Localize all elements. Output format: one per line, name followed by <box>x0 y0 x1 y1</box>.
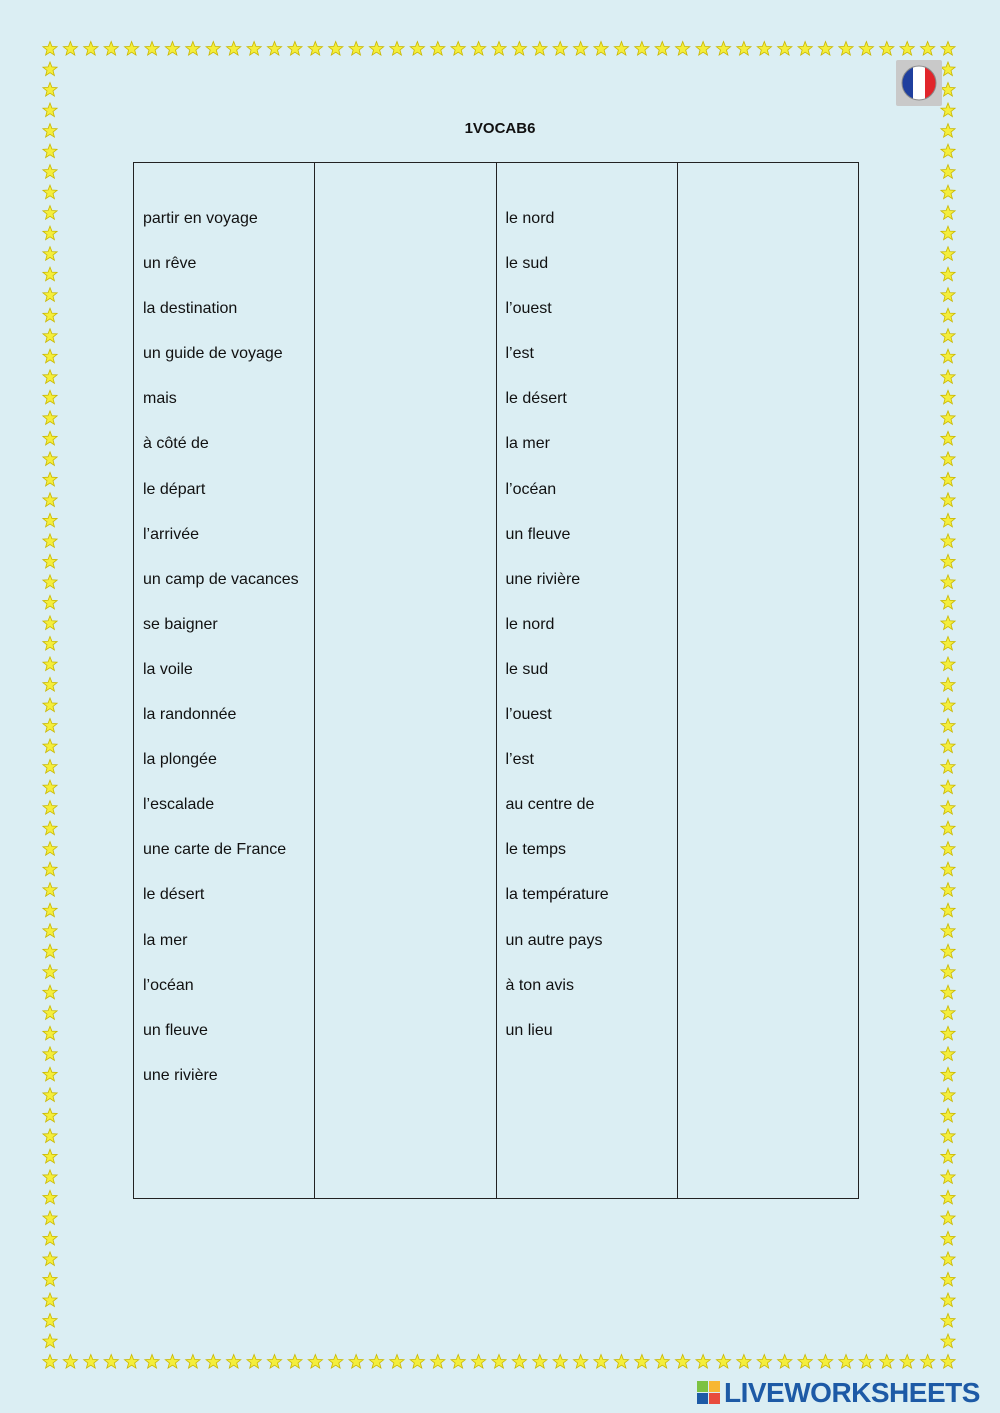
star-icon <box>941 595 955 609</box>
star-icon <box>900 42 914 56</box>
star-icon <box>941 165 955 179</box>
star-icon <box>716 42 730 56</box>
france-flag-icon <box>896 60 942 106</box>
star-icon <box>43 1272 57 1286</box>
star-icon <box>941 678 955 692</box>
star-icon <box>921 1355 935 1369</box>
star-icon <box>818 42 832 56</box>
star-icon <box>941 226 955 240</box>
star-icon <box>553 42 567 56</box>
star-icon <box>492 1355 506 1369</box>
star-icon <box>553 1355 567 1369</box>
star-icon <box>43 247 57 261</box>
star-icon <box>84 1355 98 1369</box>
vocab-word: une rivière <box>505 570 581 588</box>
star-icon <box>859 1355 873 1369</box>
star-icon <box>900 1355 914 1369</box>
star-icon <box>43 370 57 384</box>
star-icon <box>839 1355 853 1369</box>
star-icon <box>125 42 139 56</box>
vocab-word: la température <box>505 886 609 904</box>
star-icon <box>941 144 955 158</box>
star-icon <box>206 42 220 56</box>
vocab-word: l’est <box>505 345 534 363</box>
vocab-word: le nord <box>505 615 555 633</box>
star-icon <box>43 616 57 630</box>
star-icon <box>288 42 302 56</box>
star-icon <box>941 1088 955 1102</box>
star-icon <box>941 349 955 363</box>
vocab-column-4 <box>678 163 858 1198</box>
star-icon <box>43 1211 57 1225</box>
star-icon <box>941 267 955 281</box>
vocab-word: la voile <box>143 660 193 678</box>
star-icon <box>941 1211 955 1225</box>
star-icon <box>43 1231 57 1245</box>
star-icon <box>941 288 955 302</box>
star-icon <box>941 1149 955 1163</box>
star-icon <box>84 42 98 56</box>
vocab-word: la plongée <box>143 751 217 769</box>
vocab-word: l’escalade <box>143 796 215 814</box>
star-icon <box>941 760 955 774</box>
star-icon <box>43 760 57 774</box>
star-icon <box>941 1129 955 1143</box>
star-icon <box>227 1355 241 1369</box>
vocab-word: la destination <box>143 300 238 318</box>
star-icon <box>941 965 955 979</box>
star-icon <box>941 944 955 958</box>
star-icon <box>941 1190 955 1204</box>
star-icon <box>941 801 955 815</box>
vocab-word: le temps <box>505 841 566 859</box>
star-icon <box>716 1355 730 1369</box>
star-icon <box>941 513 955 527</box>
star-icon <box>43 308 57 322</box>
star-icon <box>43 554 57 568</box>
star-icon <box>369 42 383 56</box>
star-icon <box>941 719 955 733</box>
star-icon <box>104 1355 118 1369</box>
star-icon <box>941 493 955 507</box>
star-icon <box>941 1293 955 1307</box>
star-icon <box>43 1088 57 1102</box>
star-icon <box>778 1355 792 1369</box>
star-icon <box>186 42 200 56</box>
star-icon <box>941 637 955 651</box>
star-icon <box>43 1149 57 1163</box>
star-icon <box>941 1272 955 1286</box>
star-icon <box>451 1355 465 1369</box>
vocab-word: un lieu <box>505 1021 553 1039</box>
star-icon <box>43 801 57 815</box>
star-icon <box>43 1047 57 1061</box>
vocab-word: la mer <box>143 931 188 949</box>
star-icon <box>43 1067 57 1081</box>
star-icon <box>778 42 792 56</box>
star-icon <box>941 83 955 97</box>
star-icon <box>63 42 77 56</box>
star-icon <box>267 1355 281 1369</box>
star-icon <box>43 267 57 281</box>
star-icon <box>431 42 445 56</box>
star-icon <box>451 42 465 56</box>
star-icon <box>941 329 955 343</box>
page-title: 1VOCAB6 <box>464 120 536 137</box>
star-icon <box>63 1355 77 1369</box>
star-icon <box>757 42 771 56</box>
vocab-word: le désert <box>143 886 205 904</box>
star-icon <box>798 1355 812 1369</box>
star-icon <box>880 42 894 56</box>
vocab-word: l’océan <box>143 976 194 994</box>
star-icon <box>186 1355 200 1369</box>
star-icon <box>941 657 955 671</box>
star-icon <box>43 1026 57 1040</box>
star-icon <box>43 903 57 917</box>
star-icon <box>43 288 57 302</box>
star-icon <box>410 42 424 56</box>
vocab-word: se baigner <box>143 615 218 633</box>
star-icon <box>492 42 506 56</box>
star-icon <box>43 452 57 466</box>
vocab-word: mais <box>143 390 177 408</box>
star-icon <box>43 985 57 999</box>
star-icon <box>941 780 955 794</box>
star-icon <box>43 103 57 117</box>
star-icon <box>941 247 955 261</box>
star-icon <box>125 1355 139 1369</box>
star-icon <box>635 1355 649 1369</box>
star-icon <box>43 226 57 240</box>
star-icon <box>594 42 608 56</box>
vocab-word: le sud <box>505 255 549 273</box>
star-icon <box>43 595 57 609</box>
star-icon <box>472 42 486 56</box>
star-icon <box>43 883 57 897</box>
star-icon <box>43 534 57 548</box>
star-icon <box>737 1355 751 1369</box>
star-icon <box>941 1108 955 1122</box>
vocab-word: à côté de <box>143 435 209 453</box>
star-icon <box>941 1006 955 1020</box>
vocab-word: l’ouest <box>505 706 552 724</box>
star-icon <box>676 1355 690 1369</box>
star-icon <box>43 1108 57 1122</box>
star-icon <box>941 1170 955 1184</box>
star-icon <box>369 1355 383 1369</box>
star-icon <box>941 821 955 835</box>
star-icon <box>941 1355 955 1369</box>
star-icon <box>655 42 669 56</box>
star-icon <box>43 678 57 692</box>
star-icon <box>43 1006 57 1020</box>
star-icon <box>512 42 526 56</box>
star-icon <box>941 411 955 425</box>
star-icon <box>247 1355 261 1369</box>
star-icon <box>941 1047 955 1061</box>
star-icon <box>43 431 57 445</box>
vocab-word: un guide de voyage <box>143 345 283 363</box>
star-icon <box>941 452 955 466</box>
star-icon <box>43 1355 57 1369</box>
star-icon <box>390 42 404 56</box>
star-icon <box>43 206 57 220</box>
vocab-word: le départ <box>143 480 206 498</box>
star-icon <box>941 739 955 753</box>
star-icon <box>941 308 955 322</box>
vocab-word: une rivière <box>143 1066 218 1084</box>
star-icon <box>941 1067 955 1081</box>
star-icon <box>288 1355 302 1369</box>
star-icon <box>43 83 57 97</box>
star-icon <box>941 698 955 712</box>
star-icon <box>941 1231 955 1245</box>
star-icon <box>941 1252 955 1266</box>
star-icon <box>839 42 853 56</box>
vocab-word: l’arrivée <box>143 525 200 543</box>
star-icon <box>941 1334 955 1348</box>
vocab-word: à ton avis <box>505 976 574 994</box>
star-icon <box>533 1355 547 1369</box>
star-icon <box>818 1355 832 1369</box>
star-icon <box>43 842 57 856</box>
star-icon <box>533 42 547 56</box>
star-icon <box>43 62 57 76</box>
star-icon <box>43 185 57 199</box>
vocab-table <box>133 162 859 1199</box>
star-icon <box>941 431 955 445</box>
star-icon <box>43 657 57 671</box>
star-icon <box>941 103 955 117</box>
vocab-word: la randonnée <box>143 706 237 724</box>
star-icon <box>349 42 363 56</box>
star-icon <box>349 1355 363 1369</box>
star-icon <box>512 1355 526 1369</box>
star-icon <box>737 42 751 56</box>
vocab-word: une carte de France <box>143 841 287 859</box>
star-icon <box>941 985 955 999</box>
star-icon <box>247 42 261 56</box>
star-icon <box>43 1129 57 1143</box>
vocab-column-1 <box>134 163 315 1198</box>
star-icon <box>941 370 955 384</box>
star-icon <box>329 1355 343 1369</box>
star-icon <box>941 390 955 404</box>
star-icon <box>43 472 57 486</box>
star-icon <box>227 42 241 56</box>
liveworksheets-logo-icon <box>697 1381 721 1405</box>
star-icon <box>594 1355 608 1369</box>
star-icon <box>941 1314 955 1328</box>
star-icon <box>43 1190 57 1204</box>
star-icon <box>43 719 57 733</box>
star-icon <box>206 1355 220 1369</box>
star-icon <box>614 1355 628 1369</box>
star-icon <box>43 698 57 712</box>
star-icon <box>880 1355 894 1369</box>
vocab-word: l’océan <box>505 480 557 498</box>
star-icon <box>43 637 57 651</box>
star-icon <box>941 472 955 486</box>
vocab-column-2 <box>315 163 496 1198</box>
star-icon <box>43 165 57 179</box>
star-icon <box>43 144 57 158</box>
star-icon <box>941 554 955 568</box>
vocab-word: le sud <box>505 660 549 678</box>
vocab-word: la mer <box>505 435 550 453</box>
star-icon <box>410 1355 424 1369</box>
star-icon <box>941 534 955 548</box>
star-icon <box>941 62 955 76</box>
star-icon <box>614 42 628 56</box>
star-icon <box>43 42 57 56</box>
vocab-word: un camp de vacances <box>143 570 299 588</box>
star-icon <box>472 1355 486 1369</box>
star-icon <box>921 42 935 56</box>
star-icon <box>696 42 710 56</box>
star-icon <box>574 1355 588 1369</box>
star-icon <box>43 1334 57 1348</box>
star-icon <box>43 924 57 938</box>
vocab-word: l’ouest <box>505 300 552 318</box>
star-icon <box>43 1252 57 1266</box>
star-icon <box>941 903 955 917</box>
star-icon <box>941 616 955 630</box>
vocab-word: partir en voyage <box>143 210 258 227</box>
star-icon <box>43 862 57 876</box>
star-icon <box>941 1026 955 1040</box>
star-icon <box>635 42 649 56</box>
star-icon <box>757 1355 771 1369</box>
star-icon <box>43 513 57 527</box>
star-icon <box>696 1355 710 1369</box>
star-icon <box>941 924 955 938</box>
star-icon <box>941 842 955 856</box>
star-icon <box>308 1355 322 1369</box>
star-icon <box>390 1355 404 1369</box>
star-icon <box>43 739 57 753</box>
star-icon <box>941 185 955 199</box>
star-icon <box>43 1314 57 1328</box>
vocab-word: un rêve <box>143 255 197 273</box>
star-icon <box>941 575 955 589</box>
star-icon <box>43 1170 57 1184</box>
star-icon <box>145 42 159 56</box>
star-icon <box>308 42 322 56</box>
vocab-word: un autre pays <box>505 931 603 949</box>
footer-brand: LIVEWORKSHEETS <box>724 1377 980 1408</box>
star-icon <box>43 780 57 794</box>
star-icon <box>43 349 57 363</box>
vocab-word: le nord <box>505 210 555 227</box>
star-icon <box>43 965 57 979</box>
star-icon <box>798 42 812 56</box>
star-icon <box>941 883 955 897</box>
star-icon <box>43 1293 57 1307</box>
star-icon <box>859 42 873 56</box>
star-icon <box>43 575 57 589</box>
vocab-word: un fleuve <box>143 1021 208 1039</box>
vocab-column-3 <box>497 163 678 1198</box>
star-icon <box>43 329 57 343</box>
star-icon <box>941 862 955 876</box>
star-icon <box>941 206 955 220</box>
star-icon <box>43 390 57 404</box>
star-icon <box>165 1355 179 1369</box>
star-icon <box>43 944 57 958</box>
footer-logo[interactable] <box>697 1377 995 1409</box>
star-icon <box>43 493 57 507</box>
star-icon <box>329 42 343 56</box>
star-icon <box>941 42 955 56</box>
star-icon <box>43 821 57 835</box>
star-icon <box>145 1355 159 1369</box>
vocab-word: au centre de <box>505 796 595 814</box>
star-icon <box>104 42 118 56</box>
star-icon <box>165 42 179 56</box>
vocab-word: l’est <box>505 751 534 769</box>
vocab-word: le désert <box>505 390 567 408</box>
star-icon <box>431 1355 445 1369</box>
vocab-word: un fleuve <box>505 525 571 543</box>
star-icon <box>655 1355 669 1369</box>
star-icon <box>574 42 588 56</box>
star-icon <box>267 42 281 56</box>
star-icon <box>676 42 690 56</box>
star-icon <box>43 411 57 425</box>
